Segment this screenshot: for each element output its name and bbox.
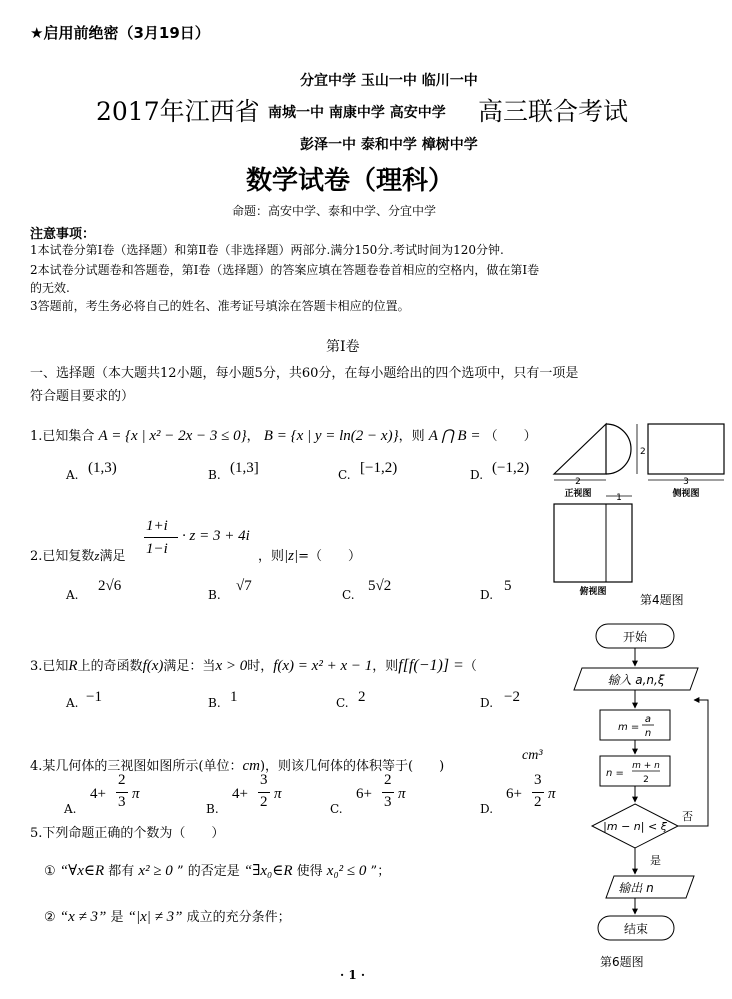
q5-s1-num: ① [44, 864, 56, 879]
q1-set-a: A = {x | x² − 2x − 3 ≤ 0} [98, 428, 247, 444]
q4-opt-lead: 4+ [90, 786, 106, 802]
q5-s1-q1: “∀x∈R [59, 863, 105, 879]
q4-opt-bar [258, 792, 270, 793]
q3-opt-d-label: D. [480, 696, 494, 710]
q5-stem: 5.下列命题正确的个数为（ ） [30, 826, 225, 841]
part1-intro-a: 一、选择题（本大题共12小题，每小题5分，共60分，在每小题给出的四个选项中，只有一项是 [30, 366, 579, 381]
flow-step1-num: a [644, 714, 652, 725]
q3-paren: （ [463, 659, 477, 674]
q2-opt-d-label: D. [480, 588, 494, 602]
q4-opt-den: 3 [384, 794, 392, 810]
q3-R: R [68, 658, 78, 674]
q3-opt-a: −1 [86, 689, 102, 705]
flow-step2-den: 2 [643, 775, 649, 785]
fig6-caption: 第6题图 [600, 955, 644, 969]
q5-s2-c: “|x| ≠ 3” [127, 909, 183, 925]
q1-opt-a-label: A. [66, 468, 79, 482]
front-dim-text: 2 [575, 477, 581, 487]
schools-mid: 南城一中 南康中学 高安中学 [268, 105, 446, 121]
q2-prefix-line [30, 545, 125, 564]
q1-opt-c: [−1,2) [360, 460, 398, 476]
q3-ask: f[f(−1)] = [398, 657, 464, 674]
flow-output-text: 输出 n [618, 881, 654, 895]
side-dim-text: 3 [683, 477, 689, 487]
fig4-three-views [548, 418, 728, 614]
q4-opt-den: 2 [534, 794, 542, 810]
q1-stem [30, 425, 537, 445]
q3-opt-c: 2 [358, 689, 366, 705]
q2-opt-c-label: C. [342, 588, 355, 602]
q3-when: 时， [247, 659, 274, 674]
q4-opt-den: 3 [118, 794, 126, 810]
q3-opt-b-label: B. [208, 696, 221, 710]
q4-unit: cm [242, 758, 260, 774]
part1-title: 第Ⅰ卷 [326, 339, 360, 355]
page-number: · 1 · [340, 968, 366, 982]
q5-s2-b: 是 [110, 910, 124, 925]
fig6-flowchart [570, 620, 720, 972]
q4-opt-label: A. [64, 802, 77, 816]
q4-opt-bar [382, 792, 394, 793]
top-dim-text: 1 [616, 493, 622, 503]
q4-opt-lead: 6+ [356, 786, 372, 802]
q3-opt-a-label: A. [66, 696, 79, 710]
q2-opt-d: 5 [504, 578, 512, 594]
flow-end-text: 结束 [623, 922, 649, 936]
q2-fraction-den: 1−i [146, 541, 168, 557]
q1-set-b: B = {x | y = ln(2 − x)} [263, 428, 399, 444]
q4-stem [30, 755, 444, 775]
q4-opt-label: C. [330, 802, 343, 816]
q4-opt-pi: π [132, 786, 140, 802]
q4-opt-lead: 4+ [232, 786, 248, 802]
top-rect [554, 504, 632, 582]
q1-comma: ， [246, 429, 260, 444]
q5-s2-a: “x ≠ 3” [59, 909, 107, 925]
q2-opt-b: √7 [236, 578, 252, 594]
front-view [554, 424, 646, 499]
q5-s1-c: ” 的否定是 [176, 864, 240, 879]
q2-abs: |z| [284, 548, 299, 564]
top-view [554, 493, 632, 597]
q3-prefix: 3.已知 [30, 659, 69, 674]
q2-opt-a-label: A. [66, 588, 79, 602]
schools-top: 分宜中学 玉山一中 临川一中 [300, 73, 478, 89]
q3-cond: 满足：当 [163, 659, 216, 674]
q1-paren: （ ） [484, 429, 537, 444]
flow-decision-text: |m − n| < ξ [603, 820, 667, 833]
q1-opt-b: (1,3] [230, 460, 259, 476]
q4-opt-pi: π [274, 786, 282, 802]
side-rect [648, 424, 724, 474]
q3-fx: f(x) [142, 658, 164, 674]
q5-statement-2 [44, 906, 291, 926]
q2-prefix: 2.已知复数 [30, 549, 95, 564]
q2-opt-a: 2√6 [98, 578, 122, 594]
q4-unit3: cm³ [522, 748, 543, 763]
q4-opt-bar [532, 792, 544, 793]
fig4-caption: 第4题图 [640, 593, 684, 607]
q3-x0: x > 0 [215, 658, 248, 674]
q3-stem [30, 655, 477, 675]
q5-s1-e: 使得 [296, 864, 323, 879]
q2-var: z [94, 548, 100, 563]
flow-step1-den: n [644, 728, 652, 739]
q5-statement-1 [44, 860, 390, 880]
q5-s1-d: “∃x₀∈R [243, 863, 293, 879]
q2-fraction-bar [144, 537, 178, 538]
q3-def: f(x) = x² + x − 1 [273, 658, 373, 674]
q4-opt-label: B. [206, 802, 219, 816]
q4-opt-num: 3 [260, 772, 268, 788]
notes-heading: 注意事项： [30, 227, 96, 242]
flow-step2-lhs: n = [606, 768, 624, 779]
q4-text: 4.某几何体的三视图如图所示(单位： [30, 759, 243, 774]
q5-s1-f: x₀² ≤ 0 [326, 863, 367, 879]
q1-prefix: 1.已知集合 [30, 429, 95, 444]
part1-intro-b: 符合题目要求的） [30, 389, 135, 404]
year-province: 2017年江西省 [96, 97, 260, 126]
flow-loop-arrow [678, 700, 708, 826]
q3-then: ，则 [372, 659, 399, 674]
q5-s2-d: 成立的充分条件； [186, 910, 291, 925]
q4-opt-label: D. [480, 802, 494, 816]
q4-opt-pi: π [398, 786, 406, 802]
setters-line: 命题：高安中学、泰和中学、分宜中学 [232, 204, 437, 218]
q5-s1-a: 都有 [108, 864, 135, 879]
q3-on: 上的奇函数 [77, 659, 143, 674]
note-3: 3答题前，考生务必将自己的姓名、准考证号填涂在答题卡相应的位置。 [30, 299, 410, 313]
flow-yes-label: 是 [650, 854, 661, 867]
q2-then: ，则 [258, 549, 285, 564]
q2-opt-b-label: B. [208, 588, 221, 602]
q3-opt-d: −2 [504, 689, 520, 705]
front-label: 正视图 [564, 489, 592, 499]
q1-opt-c-label: C. [338, 468, 351, 482]
flow-start-text: 开始 [622, 630, 648, 644]
q2-tail [258, 545, 361, 565]
q2-opt-c: 5√2 [368, 578, 392, 594]
q4-opt-den: 2 [260, 794, 268, 810]
q4-opt-num: 3 [534, 772, 542, 788]
q4-opt-bar [116, 792, 128, 793]
q5-s1-g: ”； [370, 864, 391, 879]
q4-opt-num: 2 [384, 772, 392, 788]
q5-s1-b: x² ≥ 0 [138, 863, 173, 879]
note-1: 1本试卷分第Ⅰ卷（选择题）和第Ⅱ卷（非选择题）两部分.满分150分.考试时间为120分钟. [30, 243, 504, 257]
q4-text2: )，则该几何体的体积等于( ) [259, 759, 445, 774]
front-triangle [554, 424, 606, 474]
flow-input-text: 输入 a,n,ξ [607, 673, 665, 687]
q3-opt-b: 1 [230, 689, 238, 705]
q1-opt-a: (1,3) [88, 460, 117, 476]
flow-no-label: 否 [682, 810, 693, 823]
q2-fraction-num: 1+i [146, 518, 168, 534]
q4-opt-num: 2 [118, 772, 126, 788]
note-2a: 2本试卷分试题卷和答题卷，第Ⅰ卷（选择题）的答案应填在答题卷卷首相应的空格内，做在第Ⅰ卷 [30, 263, 540, 277]
q1-opt-b-label: B. [208, 468, 221, 482]
side-view [648, 424, 724, 499]
flow-step1-lhs: m = [618, 722, 640, 733]
note-2b: 的无效. [30, 281, 70, 295]
q5-s2-num: ② [44, 910, 56, 925]
q4-opt-pi: π [548, 786, 556, 802]
schools-bottom: 彭泽一中 泰和中学 樟树中学 [300, 137, 478, 153]
q1-opt-d: (−1,2) [492, 460, 530, 476]
subject-title: 数学试卷（理科） [246, 166, 455, 196]
q4-opt-lead: 6+ [506, 786, 522, 802]
height-dim-text: 2 [640, 447, 646, 457]
q1-expr: A ⋂ B = [428, 428, 481, 444]
q2-equation: · z = 3 + 4i [182, 528, 250, 544]
q2-satisfies: 满足 [99, 549, 126, 564]
q3-opt-c-label: C. [336, 696, 349, 710]
front-semicircle [606, 424, 631, 474]
q1-opt-d-label: D. [470, 468, 484, 482]
q1-then: ，则 [398, 429, 425, 444]
exam-name: 高三联合考试 [478, 97, 629, 126]
q2-eq: =（ ） [298, 549, 362, 564]
side-label: 侧视图 [672, 489, 700, 499]
flow-step2-num: m + n [632, 761, 660, 771]
top-label: 俯视图 [579, 587, 607, 597]
confidential-mark: ★启用前绝密（3月19日） [30, 24, 210, 42]
